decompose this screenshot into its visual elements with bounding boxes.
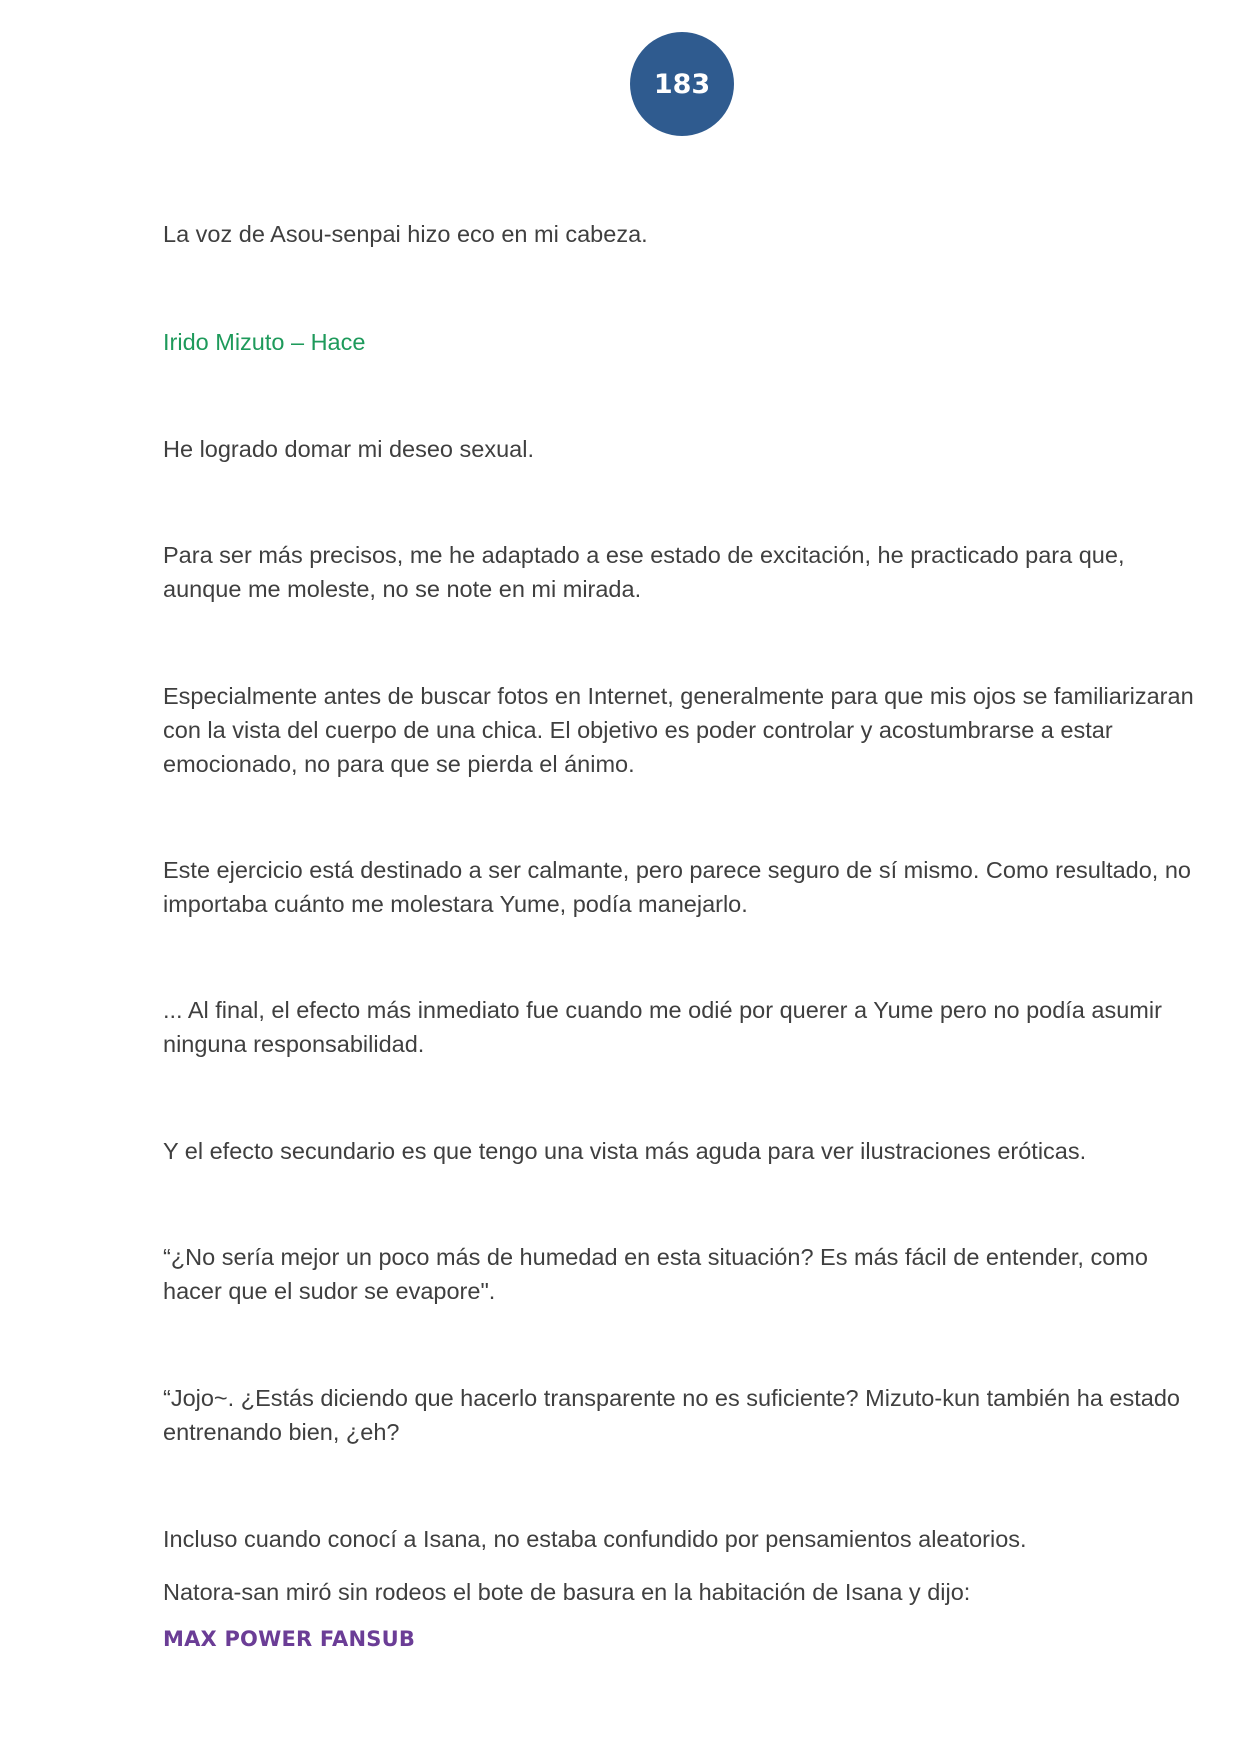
paragraph-7: Y el efecto secundario es que tengo una vista más aguda para ver ilustraciones eróticas. — [163, 1138, 1087, 1164]
paragraph-4: Especialmente antes de buscar fotos en Internet, generalmente para que mis ojos se familiarizaran con la vista del cuerpo de una chica. El objetivo es poder controlar y acostumbrarse a estar emocionado, no para que se pierda el ánimo. — [163, 683, 1194, 777]
paragraph-1: La voz de Asou-senpai hizo eco en mi cabeza. — [163, 221, 648, 247]
footer-brand: MAX POWER FANSUB — [163, 1627, 416, 1651]
paragraph-6: ... Al final, el efecto más inmediato fue cuando me odié por querer a Yume pero no podía asumir ninguna responsabilidad. — [163, 997, 1162, 1057]
paragraph-9: “Jojo~. ¿Estás diciendo que hacerlo transparente no es suficiente? Mizuto-kun también ha estado entrenando bien, ¿eh? — [163, 1385, 1180, 1445]
page-number-badge: 183 — [630, 32, 734, 136]
paragraph-11: Natora-san miró sin rodeos el bote de basura en la habitación de Isana y dijo: — [163, 1579, 971, 1605]
paragraph-8: “¿No sería mejor un poco más de humedad en esta situación? Es más fácil de entender, como hacer que el sudor se evapore". — [163, 1244, 1148, 1304]
paragraph-3: Para ser más precisos, me he adaptado a ese estado de excitación, he practicado para que, aunque me moleste, no se note en mi mirada. — [163, 542, 1125, 602]
paragraph-10: Incluso cuando conocí a Isana, no estaba confundido por pensamientos aleatorios. — [163, 1526, 1027, 1552]
paragraph-5: Este ejercicio está destinado a ser calmante, pero parece seguro de sí mismo. Como resultado, no importaba cuánto me molestara Yume, podía manejarlo. — [163, 857, 1191, 917]
paragraph-2: He logrado domar mi deseo sexual. — [163, 436, 534, 462]
section-heading: Irido Mizuto – Hace — [163, 329, 366, 355]
